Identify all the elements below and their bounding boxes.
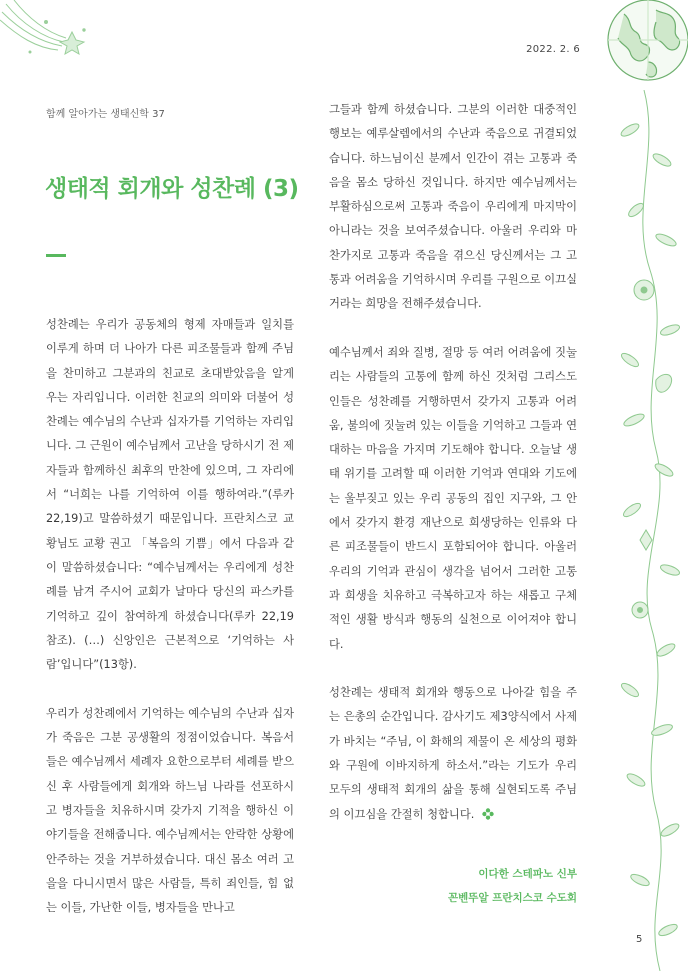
flower-end-mark-icon xyxy=(482,808,494,820)
paragraph-4 xyxy=(329,681,577,827)
shooting-star-decoration xyxy=(0,0,100,70)
vine-border-illustration xyxy=(600,90,688,971)
article-title: 생태적 회개와 성찬례 (3) xyxy=(45,176,299,202)
paragraph-3: 예수님께서 죄와 질병, 절망 등 여러 어려움에 짓눌리는 사람들의 고통에 함께 하신 것처럼 그리스도인들은 성찬례를 거행하면서 갖가지 고통과 어려움, 불의에 짓눌려 있는 이들을 기억하고 그들과 연대하는 마음을 가지며 기도해야 합니다. 오늘날 생태 위기를 고려할 때 이러한 기억과 연대와 기도에는 울부짖고 있는 우리 공동의 집인 지구와, 그 안에서 갖가지 환경 재난으로 희생당하는 인류와 다른 피조물들이 반드시 포함되어야 합니다. 아울러 우리의 기억과 관심이 생각을 넘어서 그러한 고통과 희생을 치유하고 극복하고자 하는 새롭고 구체적인 생활 방식과 행동의 실천으로 이어져야 합니다. xyxy=(329,345,577,651)
paragraph-2-start: 우리가 성찬례에서 기억하는 예수님의 수난과 십자가 죽음은 그분 공생활의 정점이었습니다. 복음서들은 예수님께서 세례자 요한으로부터 세례를 받으신 후 사람들에게 회개와 하느님 나라를 선포하시고 병자들을 치유하시며 갖가지 기적을 행하신 이야기들을 전해줍니다. 예수님께서는 안락한 상황에 안주하는 것을 거부하셨습니다. 대신 몸소 여러 고을을 다니시면서 많은 사람들, 특히 죄인들, 힘 없는 이들, 가난한 이들, 병자들을 만나고 xyxy=(46,706,294,915)
left-column xyxy=(46,313,294,920)
paragraph-1: 성찬례는 우리가 공동체의 형제 자매들과 일치를 이루게 하며 더 나아가 다른 피조물들과 함께 주님을 찬미하고 그분과의 친교로 초대받았음을 알게 우는 자리입니다. 이러한 친교의 의미와 더불어 성찬례는 예수님의 수난과 십자가를 기억하는 자리입니다. 그 근원이 예수님께서 고난을 당하시기 전 제자들과 함께하신 최후의 만찬에 있으며, 그 자리에서 “너희는 나를 기억하여 이를 행하여라.”(루카 22,19)고 말씀하셨기 때문입니다. 프란치스코 교황님도 교황 권고 「복음의 기쁨」에서 다음과 같이 말씀하셨습니다: “예수님께서는 우리에게 성찬례를 남겨 주시어 교회가 날마다 당신의 파스카를 기억하고 깊이 참여하게 하셨습니다(루카 22,19 참조). (…) 신앙인은 근본적으로 ‘기억하는 사람’입니다”(13항). xyxy=(46,318,294,672)
title-underline xyxy=(46,254,66,257)
globe-illustration xyxy=(598,0,688,90)
author-name: 이다한 스테파노 신부 xyxy=(478,868,577,880)
paragraph-4-text: 성찬례는 생태적 회개와 행동으로 나아갈 힘을 주는 은총의 순간입니다. 감사기도 제3양식에서 사제가 바치는 “주님, 이 화해의 제물이 온 세상의 평화와 구원에 이바지하게 하소서.”라는 기도가 우리 모두의 생태적 회개의 삶을 통해 실현되도록 주님의 이끄심을 간절히 청합니다. xyxy=(329,686,577,821)
right-column xyxy=(329,98,577,827)
paragraph-2-continued: 그들과 함께 하셨습니다. 그분의 이러한 대중적인 행보는 예루살렘에서의 수난과 죽음으로 귀결되었습니다. 하느님이신 분께서 인간이 겪는 고통과 죽음을 몸소 당하신 것입니다. 하지만 예수님께서는 부활하심으로써 고통과 죽음이 우리에게 마지막이 아니라는 것을 보여주셨습니다. 아울러 우리와 마찬가지로 고통과 죽음을 겪으신 당신께서는 그 고통과 어려움을 기억하시며 우리를 구원으로 이끄실 거라는 희망을 전해주셨습니다. xyxy=(329,103,577,311)
issue-date: 2022. 2. 6 xyxy=(526,44,580,55)
page-number: 5 xyxy=(636,934,643,945)
author-order: 꼰벤뚜알 프란치스코 수도회 xyxy=(447,892,577,904)
series-label: 함께 알아가는 생태신학 37 xyxy=(46,109,165,120)
